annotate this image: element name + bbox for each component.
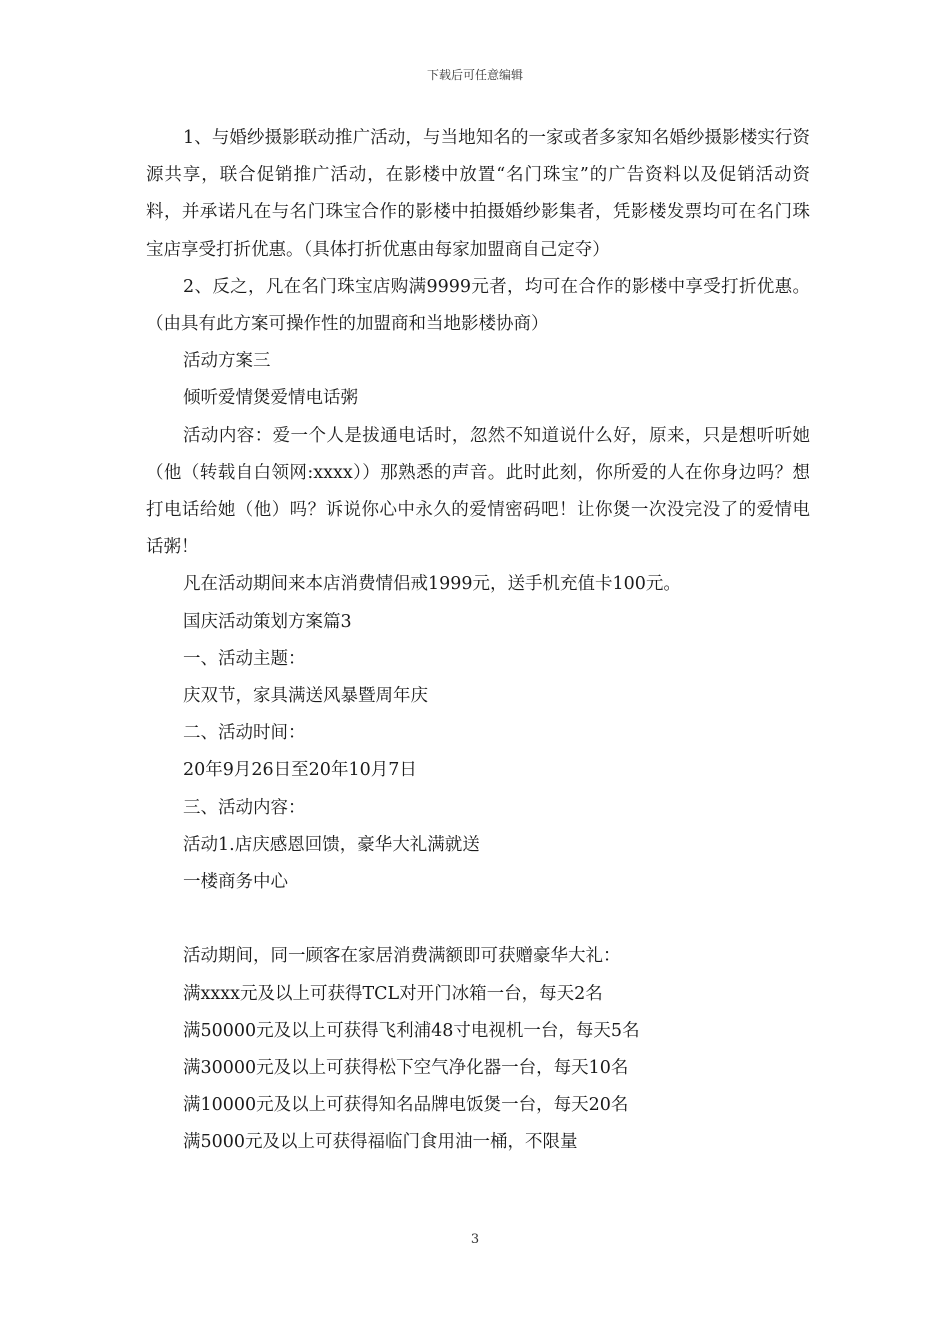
heading-activity-content: 三、活动内容： [183, 797, 306, 818]
paragraph-activity-theme: 庆双节，家具满送风暴暨周年庆 [183, 686, 428, 707]
list-item: 满50000元及以上可获得飞利浦48寸电视机一台，每天5名 [183, 1020, 640, 1041]
heading-activity-plan-three: 活动方案三 [183, 351, 271, 372]
blank-line [146, 901, 810, 938]
heading-love-phone-call: 倾听爱情煲爱情电话粥 [183, 388, 358, 409]
paragraph-gift-intro: 活动期间，同一顾客在家居消费满额即可获赠豪华大礼： [183, 946, 621, 967]
heading-activity-theme: 一、活动主题： [183, 648, 306, 669]
paragraph-activity-one: 活动1.店庆感恩回馈，豪华大礼满就送 [183, 834, 480, 855]
page-number: 3 [470, 1232, 480, 1247]
paragraph-business-center: 一楼商务中心 [183, 872, 288, 893]
paragraph-activity-time: 20年9月26日至20年10月7日 [183, 760, 417, 781]
page-header: 下载后可任意编辑 [426, 68, 523, 82]
list-item: 满10000元及以上可获得知名品牌电饭煲一台，每天20名 [183, 1095, 629, 1116]
paragraph-photo-studio-promo: 1、与婚纱摄影联动推广活动，与当地知名的一家或者多家知名婚纱摄影楼实行资源共享，联合促销推广活动，在影楼中放置“名门珠宝”的广告资料以及促销活动资料，并承诺凡在与名门珠宝合作的影楼中拍摄婚纱影集者，凭影楼发票均可在名门珠宝店享受打折优惠。（具体打折优惠由每家加盟商自己定夺） [146, 128, 810, 260]
list-item: 满xxxx元及以上可获得TCL对开门冰箱一台，每天2名 [183, 983, 603, 1004]
document-body [146, 120, 810, 1162]
paragraph-reverse-promo: 2、反之，凡在名门珠宝店购满9999元者，均可在合作的影楼中享受打折优惠。（由具有此方案可操作性的加盟商和当地影楼协商） [146, 276, 810, 335]
heading-national-day-plan: 国庆活动策划方案篇3 [183, 611, 352, 632]
list-item: 满5000元及以上可获得福临门食用油一桶，不限量 [183, 1132, 578, 1153]
paragraph-couple-ring-offer: 凡在活动期间来本店消费情侣戒1999元，送手机充值卡100元。 [183, 574, 681, 595]
heading-activity-time: 二、活动时间： [183, 723, 306, 744]
paragraph-activity-content: 活动内容：爱一个人是拔通电话时，忽然不知道说什么好，原来，只是想听听她（他（转载自白领网:xxxx））那熟悉的声音。此时此刻，你所爱的人在你身边吗？想打电话给她（他）吗？诉说你心中永久的爱情密码吧！让你煲一次没完没了的爱情电话粥！ [146, 425, 810, 558]
list-item: 满30000元及以上可获得松下空气净化器一台，每天10名 [183, 1058, 629, 1079]
